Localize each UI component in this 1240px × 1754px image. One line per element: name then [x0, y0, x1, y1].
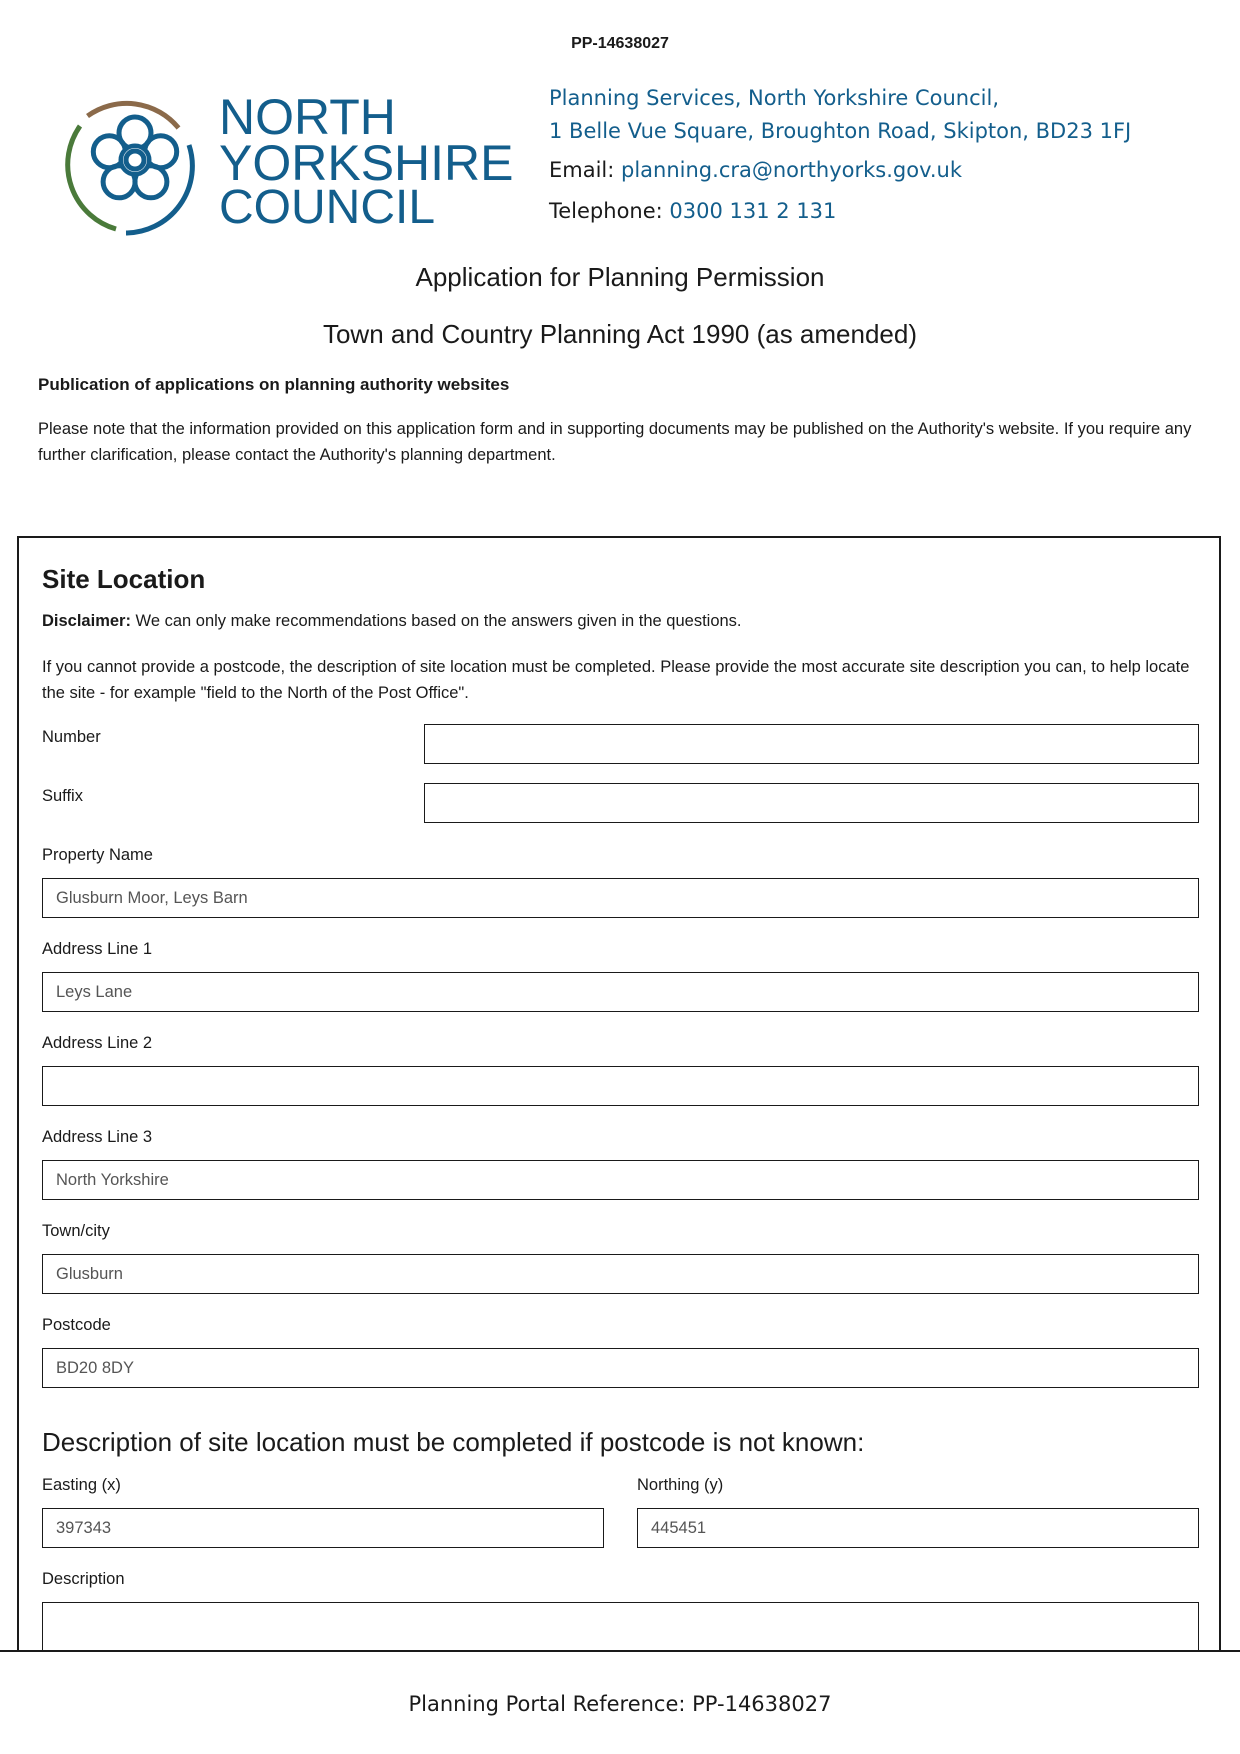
description-field[interactable] — [42, 1602, 1199, 1652]
logo-text-north: NORTH — [219, 89, 396, 145]
easting-field[interactable]: 397343 — [42, 1508, 604, 1548]
description-heading: Description of site location must be completed if postcode is not known: — [42, 1427, 865, 1457]
footer-reference: Planning Portal Reference: PP-14638027 — [408, 1692, 832, 1716]
logo-text-council: COUNCIL — [219, 181, 436, 234]
act-subtitle: Town and Country Planning Act 1990 (as amended) — [322, 319, 918, 349]
email-link[interactable]: planning.cra@northyorks.gov.uk — [621, 158, 963, 182]
northing-label: Northing (y) — [637, 1476, 724, 1494]
publication-text: Please note that the information provided on this application form and in supporting documents may be published on the Authority's website. If you require any further clarification, please contact the Authority's planning department. — [38, 420, 1192, 464]
number-field[interactable] — [424, 724, 1199, 764]
disclaimer-label: Disclaimer: — [42, 612, 131, 630]
address-line-2-label: Address Line 2 — [42, 1034, 153, 1052]
page-title: Application for Planning Permission — [415, 262, 825, 292]
property-name-field[interactable]: Glusburn Moor, Leys Barn — [42, 878, 1199, 918]
address-line-2-field[interactable] — [42, 1066, 1199, 1106]
section-title: Site Location — [42, 564, 206, 594]
address-line-1-field[interactable]: Leys Lane — [42, 972, 1199, 1012]
telephone-number[interactable]: 0300 131 2 131 — [669, 199, 837, 223]
disclaimer-text: We can only make recommendations based on the answers given in the questions. — [130, 612, 742, 630]
address-line-3-label: Address Line 3 — [42, 1128, 153, 1146]
property-name-label: Property Name — [42, 846, 153, 864]
logo-text-yorkshire: YORKSHIRE — [219, 135, 514, 191]
intro-text: If you cannot provide a postcode, the description of site location must be completed. Please provide the most accurate site description you can, to help locate the site - for example "field to the North of the Post Office". — [42, 658, 1190, 702]
telephone-label: Telephone: — [549, 199, 670, 223]
site-location-panel — [17, 536, 1221, 1650]
disclaimer — [42, 612, 742, 631]
northing-field[interactable]: 445451 — [637, 1508, 1199, 1548]
email-row — [549, 150, 1131, 191]
address-line-1-label: Address Line 1 — [42, 940, 153, 958]
north-yorkshire-council-logo — [58, 80, 518, 240]
town-label: Town/city — [42, 1222, 110, 1240]
footer-divider — [0, 1650, 1240, 1652]
contact-details — [549, 82, 1131, 232]
rose-emblem-icon — [68, 103, 193, 233]
postcode-field[interactable]: BD20 8DY — [42, 1348, 1199, 1388]
reference-number-top: PP-14638027 — [571, 35, 669, 52]
description-label: Description — [42, 1570, 125, 1588]
address-line-2: 1 Belle Vue Square, Broughton Road, Skipton, BD23 1FJ — [549, 119, 1132, 143]
number-label: Number — [42, 728, 101, 746]
address-line-3-field[interactable]: North Yorkshire — [42, 1160, 1199, 1200]
email-label: Email: — [549, 158, 622, 182]
postcode-label: Postcode — [42, 1316, 111, 1334]
publication-heading: Publication of applications on planning authority websites — [38, 375, 510, 394]
address-line-1: Planning Services, North Yorkshire Council, — [549, 86, 1000, 110]
suffix-field[interactable] — [424, 783, 1199, 823]
easting-label: Easting (x) — [42, 1476, 121, 1494]
telephone-row — [549, 191, 1131, 232]
suffix-label: Suffix — [42, 787, 83, 805]
town-field[interactable]: Glusburn — [42, 1254, 1199, 1294]
